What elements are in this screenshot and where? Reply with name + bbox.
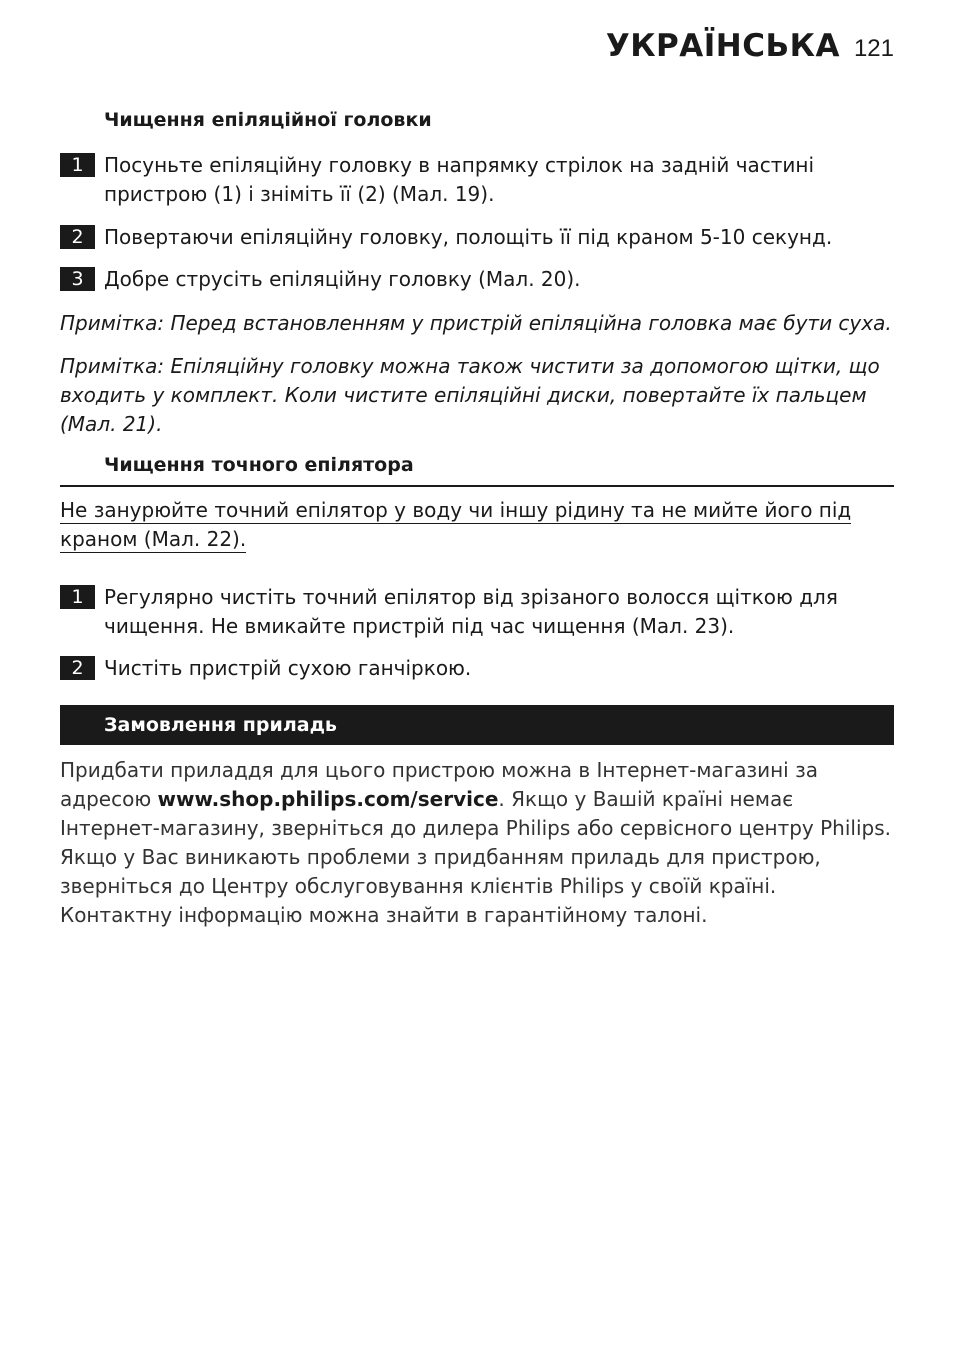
step-number: 1 (60, 153, 95, 177)
step-item (60, 265, 860, 294)
paragraph-text-end: . Якщо у Вашій країні немає Інтернет-магазину, зверніться до дилера Philips або сервісного центру Philips. Якщо у Вас виникають проблеми з придбанням приладь для пристрою, зверніться до Центру обслуговування клієнтів Philips у своїй країні. Контактну інформацію можна знайти в гарантійному талоні. (60, 787, 891, 927)
ordering-paragraph (60, 756, 894, 930)
step-number: 2 (60, 225, 95, 249)
paragraph-text-start: Придбати приладдя для цього пристрою можна в Інтернет-магазині за адресою (60, 758, 818, 811)
section-heading-ordering: Замовлення приладь (104, 714, 337, 736)
warning-text (60, 496, 894, 554)
step-text: Посуньте епіляційну головку в напрямку стрілок на задній частині пристрою (1) і зніміть її (2) (Мал. 19). (104, 153, 815, 206)
shop-link[interactable]: www.shop.philips.com/service (157, 787, 499, 811)
section-heading-head-cleaning: Чищення епіляційної головки (104, 109, 432, 131)
divider (60, 485, 894, 487)
step-item (60, 151, 860, 209)
step-text: Добре струсіть епіляційну головку (Мал. 20). (104, 267, 581, 291)
page-header (606, 28, 894, 64)
language-title: УКРАЇНСЬКА (605, 28, 840, 64)
step-text: Регулярно чистіть точний епілятор від зрізаного волосся щіткою для чищення. Не вмикайте пристрій під час чищення (Мал. 23). (104, 585, 838, 638)
step-number: 1 (60, 585, 95, 609)
note-brush-cleaning: Примітка: Епіляційну головку можна також чистити за допомогою щітки, що входить у комплект. Коли чистите епіляційні диски, повертайте їх пальцем (Мал. 21). (60, 354, 880, 436)
step-item (60, 223, 860, 252)
step-number: 2 (60, 656, 95, 680)
step-item (60, 583, 860, 641)
section-heading-bar (60, 705, 894, 745)
step-text: Чистіть пристрій сухою ганчіркою. (104, 656, 472, 680)
step-item (60, 654, 860, 683)
section-heading-precision-cleaning: Чищення точного епілятора (104, 454, 414, 476)
note-dry-head: Примітка: Перед встановленням у пристрій епіляційна головка має бути суха. (60, 311, 892, 335)
step-text: Повертаючи епіляційну головку, полощіть її під краном 5-10 секунд. (104, 225, 833, 249)
warning-underlined: Не занурюйте точний епілятор у воду чи іншу рідину та не мийте його під краном (Мал. 22). (60, 498, 852, 551)
page-number: 121 (853, 35, 894, 62)
step-number: 3 (60, 267, 95, 291)
